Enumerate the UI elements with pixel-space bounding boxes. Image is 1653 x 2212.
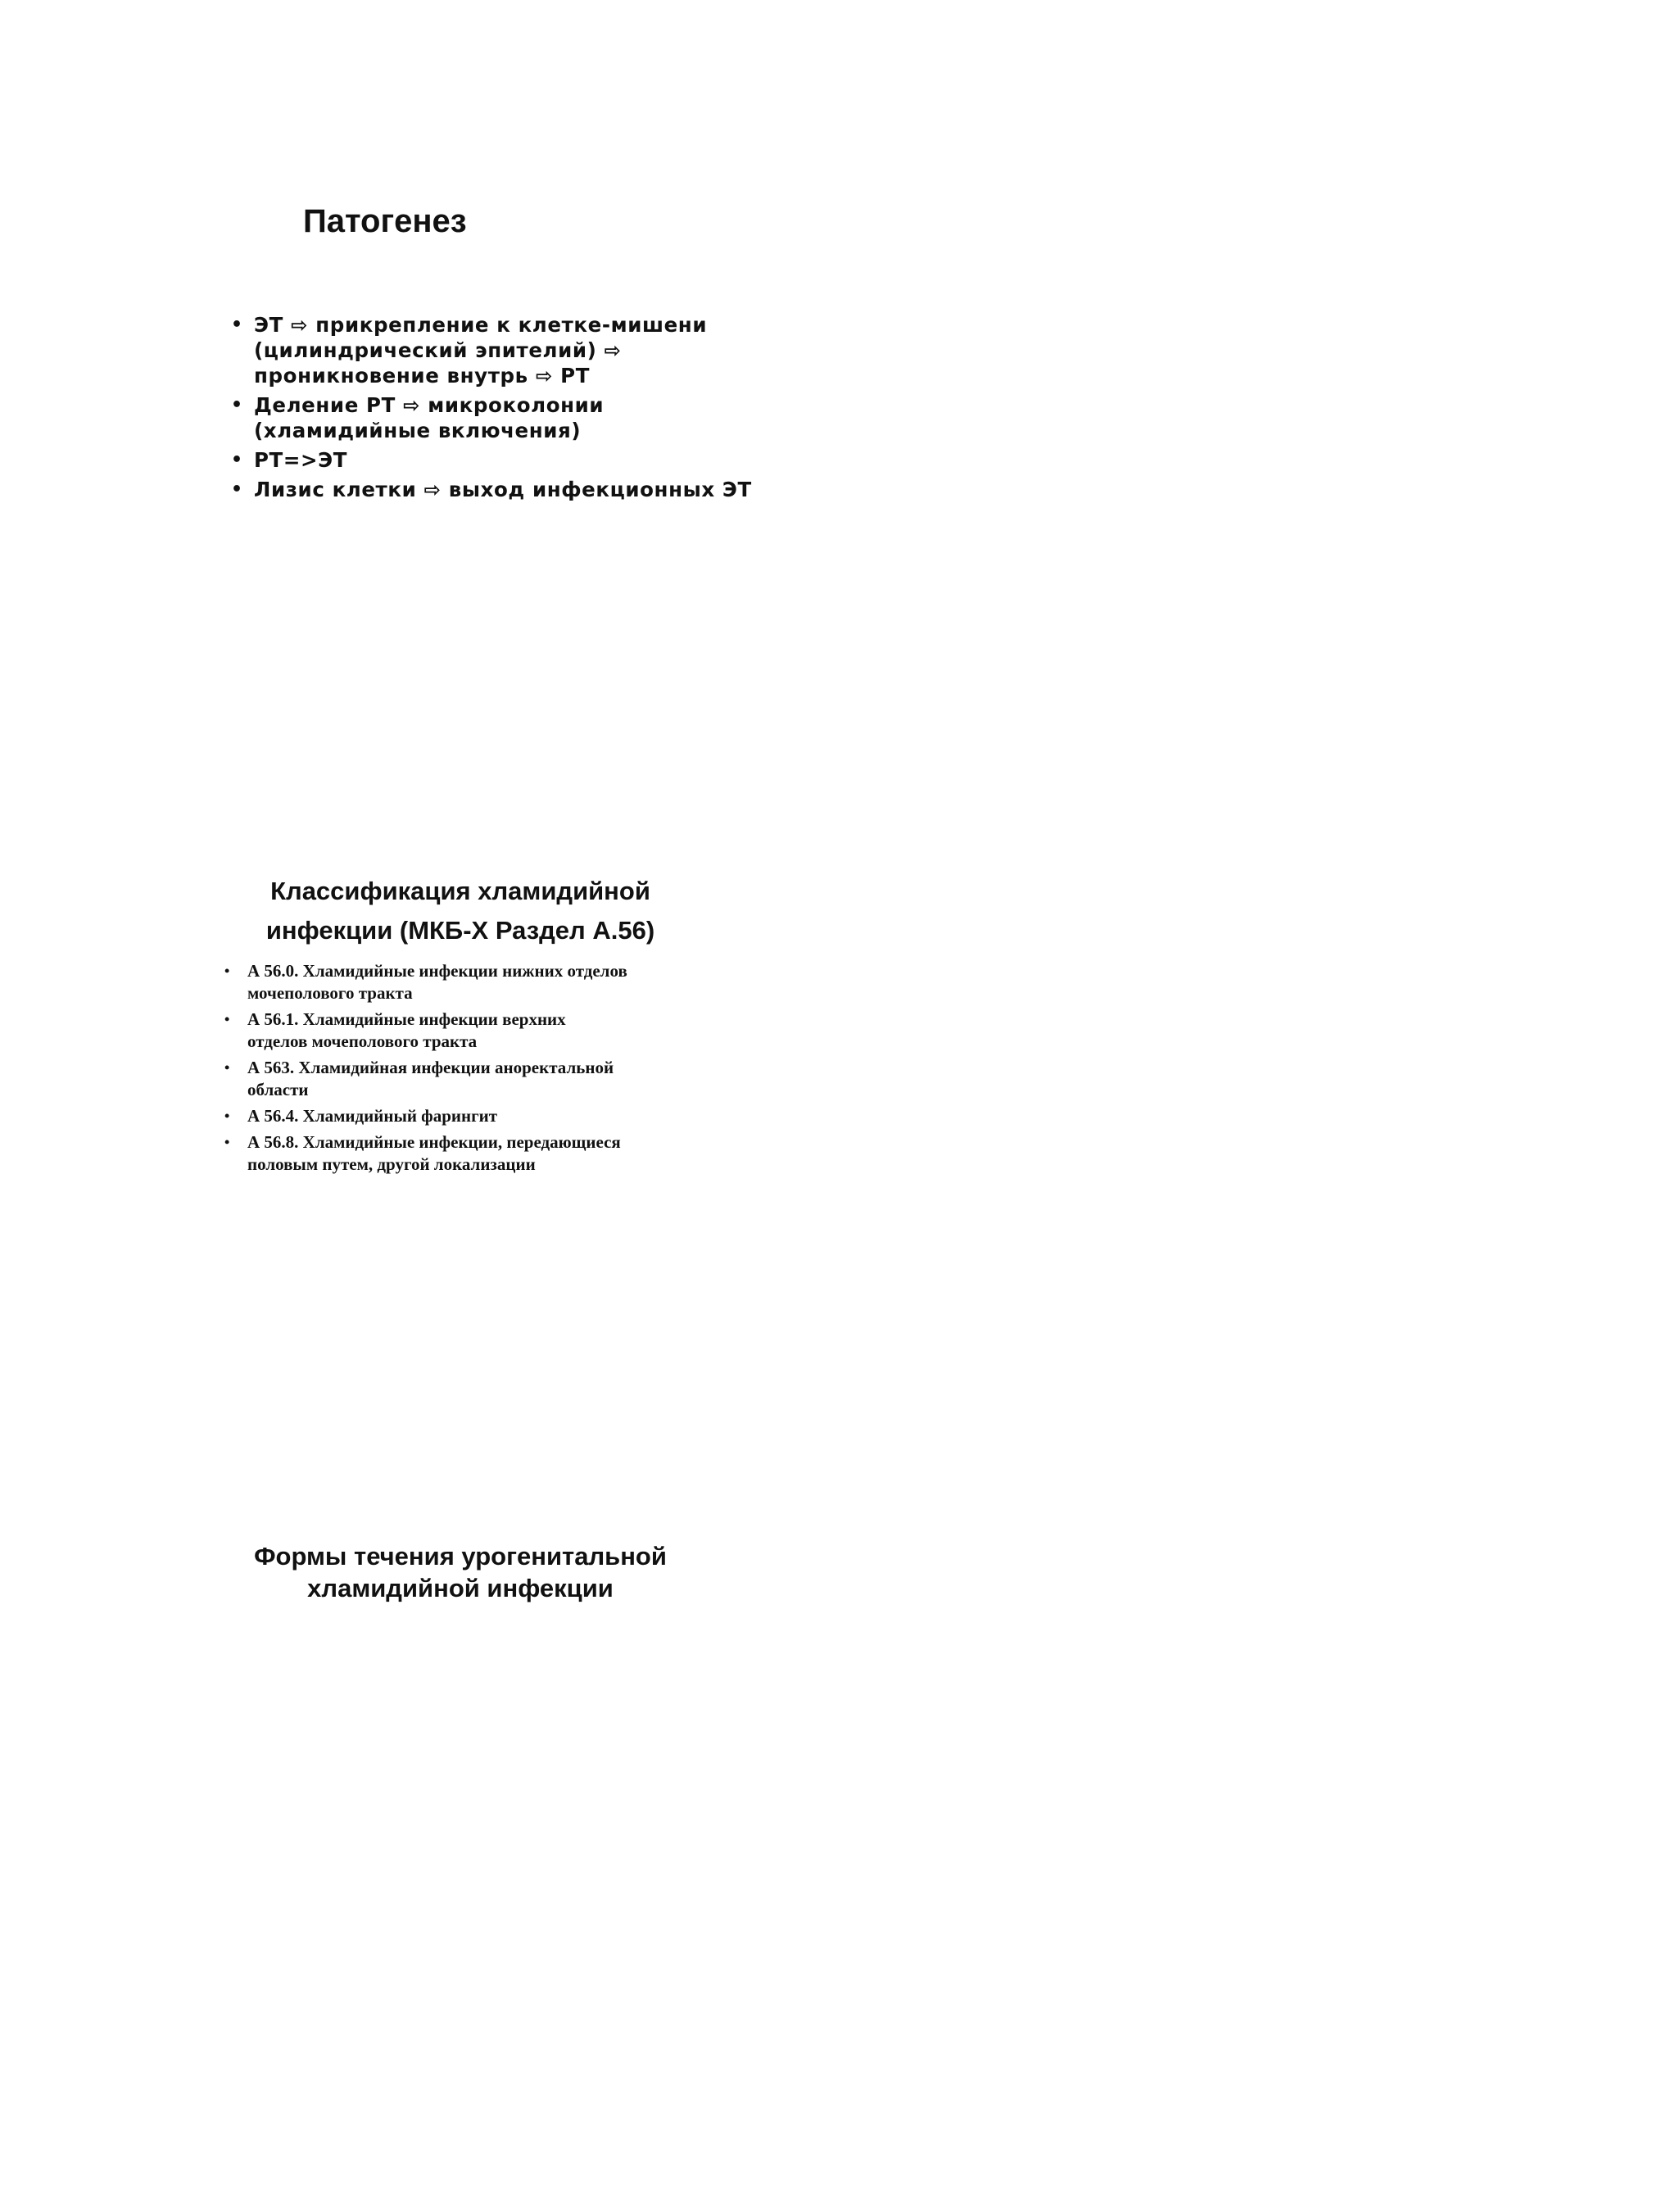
list-item-text: ЭТ ⇨ прикрепление к клетке-мишени (цилиндрический эпителий) ⇨ проникновение внутрь ⇨ РТ xyxy=(254,313,708,388)
list-item-text: А 56.1. Хламидийные инфекции верхних отделов мочеполового тракта xyxy=(247,1009,566,1051)
slide-classification xyxy=(0,852,1653,1221)
bullet-icon: • xyxy=(224,1011,230,1027)
list-item-text: А 563. Хламидийная инфекции аноректальной области xyxy=(247,1058,614,1099)
list-item-text: РТ=>ЭТ xyxy=(254,448,348,472)
bullet-icon: • xyxy=(224,963,230,979)
list-item xyxy=(231,312,752,388)
bullet-icon: • xyxy=(224,1134,230,1150)
list-item xyxy=(231,477,752,502)
bullet-icon: • xyxy=(231,450,243,470)
list-item-text: А 56.8. Хламидийные инфекции, передающиеся половым путем, другой локализации xyxy=(247,1132,621,1174)
slide-course-forms xyxy=(0,1524,1653,1688)
bullet-icon: • xyxy=(231,479,243,500)
slide-title: Патогенез xyxy=(303,203,467,239)
list-item xyxy=(224,1105,716,1127)
bullet-icon: • xyxy=(231,395,243,415)
slide-title: Классификация хламидийной инфекции (МКБ-Х Раздел А.56) xyxy=(265,877,655,945)
bullet-list xyxy=(224,960,716,1180)
list-item xyxy=(231,447,752,473)
list-item-text: А 56.4. Хламидийный фарингит xyxy=(247,1106,498,1126)
list-item-text: А 56.0. Хламидийные инфекции нижних отделов мочеполового тракта xyxy=(247,961,627,1003)
bullet-icon: • xyxy=(224,1059,230,1076)
list-item xyxy=(231,392,752,443)
list-item xyxy=(224,1131,716,1176)
list-item-text: Лизис клетки ⇨ выход инфекционных ЭТ xyxy=(254,478,752,501)
list-item xyxy=(224,1009,716,1053)
bullet-icon: • xyxy=(224,1108,230,1124)
slide-pathogenesis xyxy=(0,0,1653,573)
slide-title: Формы течения урогенитальной хламидийной инфекции xyxy=(254,1542,667,1602)
bullet-list xyxy=(231,312,752,506)
list-item xyxy=(224,1057,716,1101)
list-item-text: Деление РТ ⇨ микроколонии (хламидийные включения) xyxy=(254,393,605,442)
bullet-icon: • xyxy=(231,315,243,335)
list-item xyxy=(224,960,716,1004)
